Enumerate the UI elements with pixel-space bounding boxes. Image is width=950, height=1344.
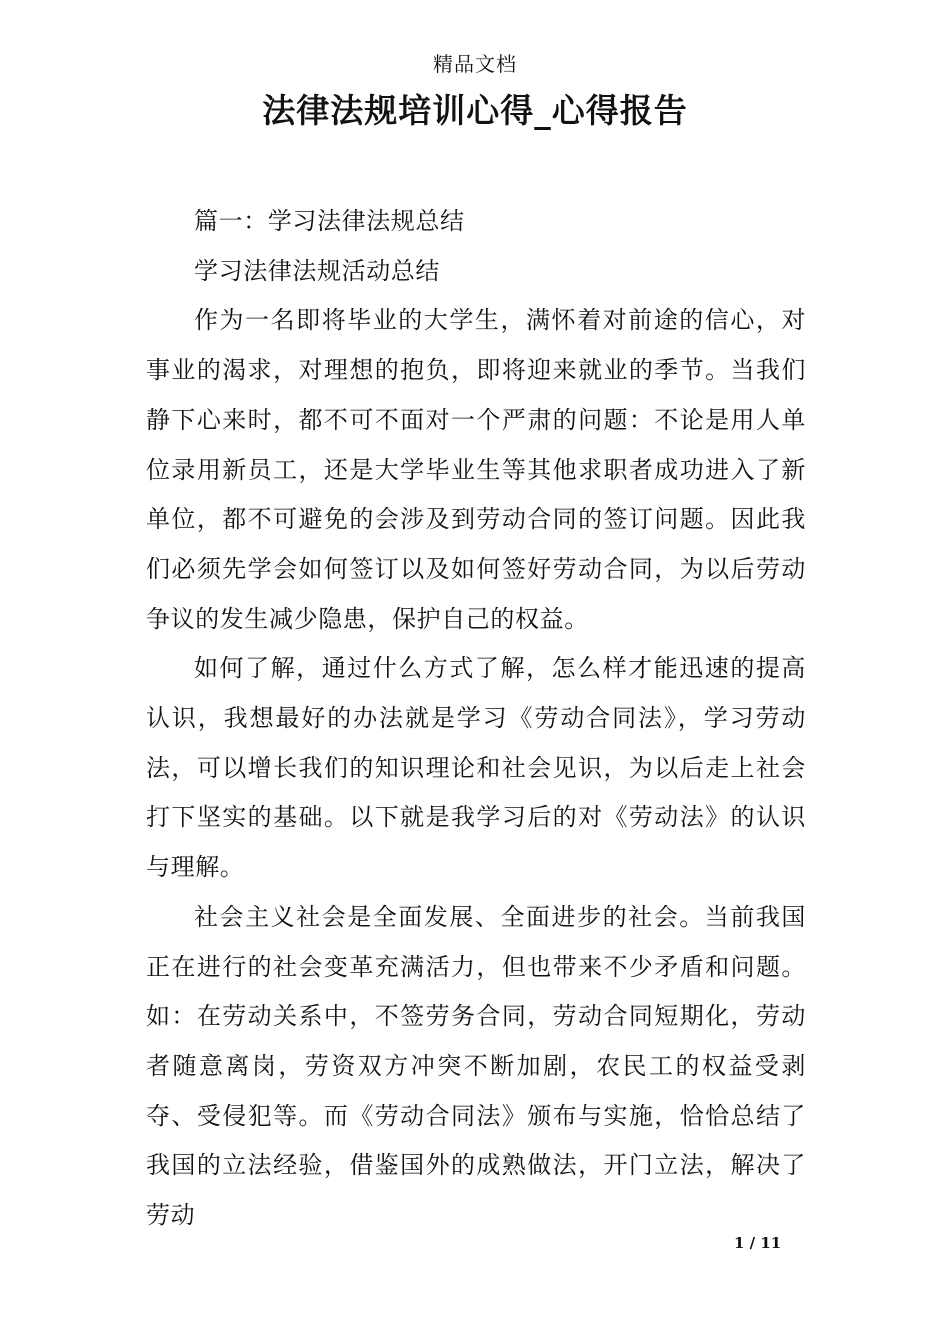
body-paragraph: 作为一名即将毕业的大学生，满怀着对前途的信心，对事业的渴求，对理想的抱负，即将迎来就业的季节。当我们静下心来时，都不可不面对一个严肃的问题：不论是用人单位录用新员工，还是大学毕业生等其他求职者成功进入了新单位，都不可避免的会涉及到劳动合同的签订问题。因此我们必须先学会如何签订以及如何签好劳动合同，为以后劳动争议的发生减少隐患，保护自己的权益。 (146, 306, 806, 633)
body-paragraph: 社会主义社会是全面发展、全面进步的社会。当前我国正在进行的社会变革充满活力，但也带来不少矛盾和问题。如：在劳动关系中，不签劳务合同，劳动合同短期化，劳动者随意离岗，劳资双方冲突不断加剧，农民工的权益受剥夺、受侵犯等。而《劳动合同法》颁布与实施，恰恰总结了我国的立法经验，借鉴国外的成熟做法，开门立法，解决了劳动 (146, 902, 806, 1230)
subsection-heading: 学习法律法规活动总结 (194, 256, 440, 285)
page-number: 1 / 11 (734, 1234, 782, 1252)
section-heading: 篇一：学习法律法规总结 (194, 207, 465, 235)
header-note: 精品文档 (433, 52, 517, 76)
body-paragraph: 如何了解，通过什么方式了解，怎么样才能迅速的提高认识，我想最好的办法就是学习《劳动合同法》，学习劳动法，可以增长我们的知识理论和社会见识，为以后走上社会打下坚实的基础。以下就是我学习后的对《劳动法》的认识与理解。 (146, 654, 806, 882)
document-body (146, 197, 806, 1241)
document-title: 法律法规培训心得_心得报告 (262, 91, 688, 130)
